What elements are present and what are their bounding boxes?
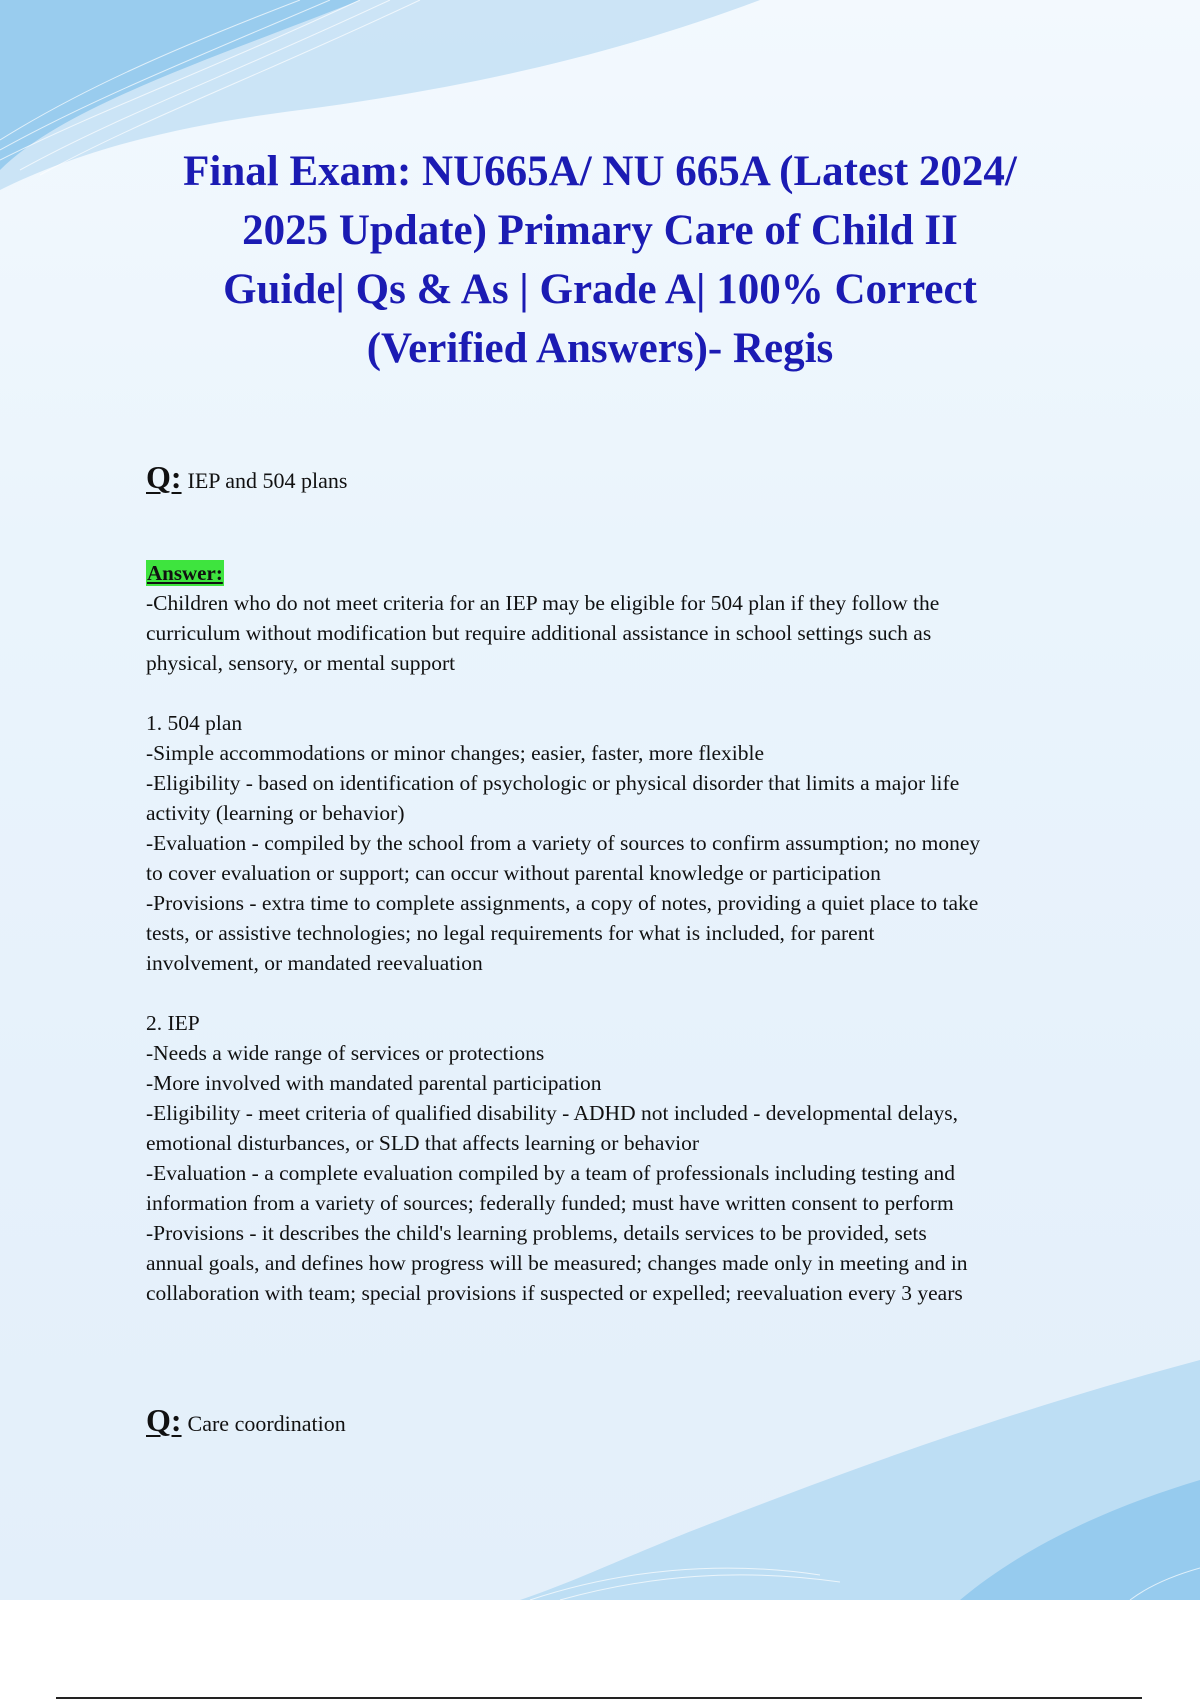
answer-line: -Evaluation - a complete evaluation compiled by a team of professionals including testing and bbox=[146, 1161, 956, 1185]
answer-line: -Children who do not meet criteria for an IEP may be eligible for 504 plan if they follow the bbox=[146, 591, 940, 615]
answer-line: information from a variety of sources; federally funded; must have written consent to perform bbox=[146, 1191, 954, 1215]
title-line: 2025 Update) Primary Care of Child II bbox=[242, 207, 958, 254]
answer-line: involvement, or mandated reevaluation bbox=[146, 951, 483, 975]
answer-line: -Eligibility - based on identification of psychologic or physical disorder that limits a major life bbox=[146, 771, 960, 795]
page-divider bbox=[56, 1697, 1142, 1699]
answer-line: -Provisions - it describes the child's learning problems, details services to be provided, sets bbox=[146, 1221, 927, 1245]
answer-line: -Evaluation - compiled by the school from a variety of sources to confirm assumption; no money bbox=[146, 831, 981, 855]
question-text: IEP and 504 plans bbox=[187, 468, 348, 493]
answer-paragraph bbox=[146, 588, 1096, 678]
answer-line: -Eligibility - meet criteria of qualified disability - ADHD not included - developmental delays, bbox=[146, 1101, 959, 1125]
answer-line: -Needs a wide range of services or protections bbox=[146, 1041, 545, 1065]
answer-line: -Simple accommodations or minor changes; easier, faster, more flexible bbox=[146, 741, 764, 765]
answer-line: 2. IEP bbox=[146, 1011, 200, 1035]
question-2 bbox=[146, 1402, 1096, 1439]
answer-line: activity (learning or behavior) bbox=[146, 801, 405, 825]
answer-line: 1. 504 plan bbox=[146, 711, 243, 735]
title-line: (Verified Answers)- Regis bbox=[366, 325, 834, 372]
answer-line: collaboration with team; special provisions if suspected or expelled; reevaluation every 3 years bbox=[146, 1281, 963, 1305]
answer-line: curriculum without modification but require additional assistance in school settings such as bbox=[146, 621, 932, 645]
question-label: Q: bbox=[146, 459, 182, 495]
answer-line: to cover evaluation or support; can occur without parental knowledge or participation bbox=[146, 861, 881, 885]
answer-line: -Provisions - extra time to complete assignments, a copy of notes, providing a quiet place to take bbox=[146, 891, 979, 915]
question-1 bbox=[146, 459, 1096, 496]
title-line: Final Exam: NU665A/ NU 665A (Latest 2024/ bbox=[183, 148, 1017, 195]
answer-line: emotional disturbances, or SLD that affects learning or behavior bbox=[146, 1131, 700, 1155]
answer-paragraph-iep bbox=[146, 1008, 1096, 1308]
answer-1 bbox=[146, 560, 1096, 1338]
document-title bbox=[120, 142, 1080, 378]
answer-line: -More involved with mandated parental participation bbox=[146, 1071, 602, 1095]
answer-line: tests, or assistive technologies; no legal requirements for what is included, for parent bbox=[146, 921, 875, 945]
title-line: Guide| Qs & As | Grade A| 100% Correct bbox=[223, 266, 977, 313]
answer-line: physical, sensory, or mental support bbox=[146, 651, 456, 675]
answer-line: annual goals, and defines how progress will be measured; changes made only in meeting and in bbox=[146, 1251, 968, 1275]
answer-paragraph-504-plan bbox=[146, 708, 1096, 978]
answer-body bbox=[146, 588, 1096, 1308]
question-text: Care coordination bbox=[187, 1411, 346, 1436]
question-label: Q: bbox=[146, 1402, 182, 1438]
answer-label: Answer: bbox=[147, 561, 223, 585]
